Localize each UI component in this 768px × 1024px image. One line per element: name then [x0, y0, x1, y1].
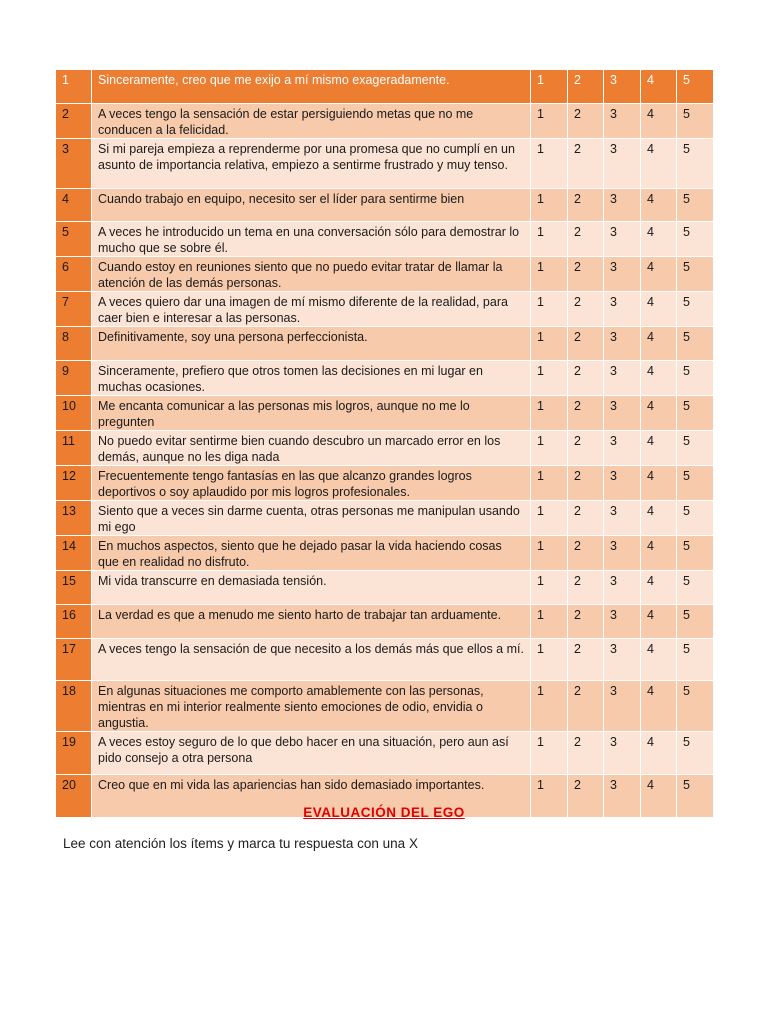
- score-option-4[interactable]: 4: [641, 536, 677, 571]
- item-statement: La verdad es que a menudo me siento harto de trabajar tan arduamente.: [92, 605, 531, 639]
- table-row: [56, 732, 714, 775]
- score-option-5[interactable]: 5: [677, 257, 714, 292]
- table-row: [56, 361, 714, 396]
- item-statement: A veces tengo la sensación de que necesito a los demás más que ellos a mí.: [92, 639, 531, 681]
- score-option-1[interactable]: 1: [531, 571, 568, 605]
- score-option-4[interactable]: 4: [641, 327, 677, 361]
- score-option-2[interactable]: 2: [568, 732, 604, 775]
- score-option-4[interactable]: 4: [641, 501, 677, 536]
- score-option-2[interactable]: 2: [568, 605, 604, 639]
- score-option-5[interactable]: 5: [677, 292, 714, 327]
- score-option-3[interactable]: 3: [604, 681, 641, 732]
- score-option-5[interactable]: 5: [677, 466, 714, 501]
- score-option-4[interactable]: 4: [641, 396, 677, 431]
- table-row: [56, 639, 714, 681]
- table-row: [56, 536, 714, 571]
- score-option-2[interactable]: 2: [568, 139, 604, 189]
- score-option-1[interactable]: 1: [531, 639, 568, 681]
- score-option-2[interactable]: 2: [568, 431, 604, 466]
- item-number: 3: [56, 139, 92, 189]
- score-option-5[interactable]: 5: [677, 70, 714, 104]
- item-number: 14: [56, 536, 92, 571]
- item-statement: Creo que en mi vida las apariencias han sido demasiado importantes.: [92, 775, 531, 818]
- score-option-3[interactable]: 3: [604, 466, 641, 501]
- score-option-2[interactable]: 2: [568, 292, 604, 327]
- score-option-1[interactable]: 1: [531, 139, 568, 189]
- score-option-2[interactable]: 2: [568, 257, 604, 292]
- score-option-4[interactable]: 4: [641, 639, 677, 681]
- item-statement: A veces estoy seguro de lo que debo hacer en una situación, pero aun así pido consejo a otra persona: [92, 732, 531, 775]
- instructions-text: Lee con atención los ítems y marca tu respuesta con una X: [63, 836, 418, 851]
- score-option-1[interactable]: 1: [531, 327, 568, 361]
- score-option-3[interactable]: 3: [604, 396, 641, 431]
- score-option-5[interactable]: 5: [677, 571, 714, 605]
- table-row: [56, 139, 714, 189]
- score-option-2[interactable]: 2: [568, 639, 604, 681]
- score-option-5[interactable]: 5: [677, 775, 714, 818]
- score-option-3[interactable]: 3: [604, 257, 641, 292]
- table-row: [56, 222, 714, 257]
- item-number: 2: [56, 104, 92, 139]
- score-option-3[interactable]: 3: [604, 605, 641, 639]
- item-number: 15: [56, 571, 92, 605]
- item-statement: No puedo evitar sentirme bien cuando descubro un marcado error en los demás, aunque no les diga nada: [92, 431, 531, 466]
- item-number: 13: [56, 501, 92, 536]
- item-number: 12: [56, 466, 92, 501]
- table-row: [56, 501, 714, 536]
- score-option-3[interactable]: 3: [604, 139, 641, 189]
- score-option-5[interactable]: 5: [677, 501, 714, 536]
- item-number: 9: [56, 361, 92, 396]
- table-row: [56, 571, 714, 605]
- score-option-2[interactable]: 2: [568, 104, 604, 139]
- score-option-5[interactable]: 5: [677, 222, 714, 257]
- score-option-3[interactable]: 3: [604, 732, 641, 775]
- table-row: [56, 257, 714, 292]
- score-option-3[interactable]: 3: [604, 292, 641, 327]
- item-number: 4: [56, 189, 92, 222]
- score-option-5[interactable]: 5: [677, 327, 714, 361]
- item-statement: Cuando estoy en reuniones siento que no puedo evitar tratar de llamar la atención de las demás personas.: [92, 257, 531, 292]
- score-option-2[interactable]: 2: [568, 396, 604, 431]
- score-option-1[interactable]: 1: [531, 189, 568, 222]
- table-row: [56, 396, 714, 431]
- score-option-1[interactable]: 1: [531, 70, 568, 104]
- score-option-3[interactable]: 3: [604, 104, 641, 139]
- score-option-2[interactable]: 2: [568, 327, 604, 361]
- score-option-3[interactable]: 3: [604, 189, 641, 222]
- score-option-5[interactable]: 5: [677, 139, 714, 189]
- item-statement: Frecuentemente tengo fantasías en las que alcanzo grandes logros deportivos o soy aplaudido por mis logros profesionales.: [92, 466, 531, 501]
- item-statement: En algunas situaciones me comporto amablemente con las personas, mientras en mi interior realmente siento emociones de odio, envidia o angustia.: [92, 681, 531, 732]
- score-option-1[interactable]: 1: [531, 431, 568, 466]
- item-number: 19: [56, 732, 92, 775]
- item-statement: En muchos aspectos, siento que he dejado pasar la vida haciendo cosas que en realidad no disfruto.: [92, 536, 531, 571]
- score-option-5[interactable]: 5: [677, 732, 714, 775]
- item-statement: Cuando trabajo en equipo, necesito ser el líder para sentirme bien: [92, 189, 531, 222]
- item-number: 11: [56, 431, 92, 466]
- score-option-1[interactable]: 1: [531, 257, 568, 292]
- score-option-5[interactable]: 5: [677, 361, 714, 396]
- score-option-5[interactable]: 5: [677, 639, 714, 681]
- score-option-3[interactable]: 3: [604, 70, 641, 104]
- item-statement: A veces tengo la sensación de estar persiguiendo metas que no me conducen a la felicidad.: [92, 104, 531, 139]
- item-number: 16: [56, 605, 92, 639]
- item-number: 1: [56, 70, 92, 104]
- score-option-5[interactable]: 5: [677, 189, 714, 222]
- score-option-1[interactable]: 1: [531, 104, 568, 139]
- score-option-5[interactable]: 5: [677, 536, 714, 571]
- table-row: [56, 189, 714, 222]
- score-option-2[interactable]: 2: [568, 70, 604, 104]
- table-row: [56, 681, 714, 732]
- score-option-1[interactable]: 1: [531, 605, 568, 639]
- score-option-2[interactable]: 2: [568, 536, 604, 571]
- score-option-1[interactable]: 1: [531, 732, 568, 775]
- score-option-3[interactable]: 3: [604, 501, 641, 536]
- score-option-3[interactable]: 3: [604, 571, 641, 605]
- score-option-5[interactable]: 5: [677, 396, 714, 431]
- item-number: 6: [56, 257, 92, 292]
- item-statement: Sinceramente, creo que me exijo a mí mismo exageradamente.: [92, 70, 531, 104]
- item-number: 18: [56, 681, 92, 732]
- score-option-2[interactable]: 2: [568, 361, 604, 396]
- table-row: [56, 292, 714, 327]
- item-statement: Mi vida transcurre en demasiada tensión.: [92, 571, 531, 605]
- score-option-3[interactable]: 3: [604, 431, 641, 466]
- ego-questionnaire-table: [55, 69, 714, 818]
- table-row: [56, 466, 714, 501]
- item-statement: Siento que a veces sin darme cuenta, otras personas me manipulan usando mi ego: [92, 501, 531, 536]
- score-option-4[interactable]: 4: [641, 732, 677, 775]
- score-option-1[interactable]: 1: [531, 775, 568, 818]
- table-row: [56, 605, 714, 639]
- score-option-4[interactable]: 4: [641, 431, 677, 466]
- score-option-4[interactable]: 4: [641, 222, 677, 257]
- score-option-5[interactable]: 5: [677, 104, 714, 139]
- score-option-5[interactable]: 5: [677, 605, 714, 639]
- item-statement: A veces he introducido un tema en una conversación sólo para demostrar lo mucho que se sobre él.: [92, 222, 531, 257]
- score-option-2[interactable]: 2: [568, 501, 604, 536]
- score-option-5[interactable]: 5: [677, 681, 714, 732]
- score-option-2[interactable]: 2: [568, 775, 604, 818]
- score-option-4[interactable]: 4: [641, 292, 677, 327]
- score-option-2[interactable]: 2: [568, 466, 604, 501]
- page-title: EVALUACIÓN DEL EGO: [303, 805, 465, 820]
- score-option-1[interactable]: 1: [531, 361, 568, 396]
- score-option-4[interactable]: 4: [641, 681, 677, 732]
- item-statement: Sinceramente, prefiero que otros tomen las decisiones en mi lugar en muchas ocasiones.: [92, 361, 531, 396]
- item-statement: Me encanta comunicar a las personas mis logros, aunque no me lo pregunten: [92, 396, 531, 431]
- score-option-1[interactable]: 1: [531, 681, 568, 732]
- item-number: 17: [56, 639, 92, 681]
- score-option-2[interactable]: 2: [568, 189, 604, 222]
- score-option-4[interactable]: 4: [641, 605, 677, 639]
- item-statement: Definitivamente, soy una persona perfeccionista.: [92, 327, 531, 361]
- score-option-1[interactable]: 1: [531, 536, 568, 571]
- score-option-3[interactable]: 3: [604, 327, 641, 361]
- score-option-1[interactable]: 1: [531, 222, 568, 257]
- table-row: [56, 70, 714, 104]
- item-number: 20: [56, 775, 92, 818]
- score-option-2[interactable]: 2: [568, 571, 604, 605]
- score-option-1[interactable]: 1: [531, 501, 568, 536]
- table-row: [56, 327, 714, 361]
- score-option-3[interactable]: 3: [604, 775, 641, 818]
- item-number: 7: [56, 292, 92, 327]
- score-option-3[interactable]: 3: [604, 536, 641, 571]
- score-option-3[interactable]: 3: [604, 222, 641, 257]
- score-option-4[interactable]: 4: [641, 257, 677, 292]
- score-option-5[interactable]: 5: [677, 431, 714, 466]
- score-option-3[interactable]: 3: [604, 639, 641, 681]
- score-option-4[interactable]: 4: [641, 361, 677, 396]
- table-row: [56, 431, 714, 466]
- score-option-4[interactable]: 4: [641, 466, 677, 501]
- score-option-4[interactable]: 4: [641, 189, 677, 222]
- score-option-4[interactable]: 4: [641, 70, 677, 104]
- item-statement: Si mi pareja empieza a reprenderme por una promesa que no cumplí en un asunto de importancia relativa, empiezo a sentirme frustrado y muy tenso.: [92, 139, 531, 189]
- item-number: 5: [56, 222, 92, 257]
- score-option-1[interactable]: 1: [531, 466, 568, 501]
- score-option-1[interactable]: 1: [531, 396, 568, 431]
- score-option-4[interactable]: 4: [641, 139, 677, 189]
- score-option-4[interactable]: 4: [641, 775, 677, 818]
- item-number: 10: [56, 396, 92, 431]
- item-number: 8: [56, 327, 92, 361]
- item-statement: A veces quiero dar una imagen de mí mismo diferente de la realidad, para caer bien e interesar a las personas.: [92, 292, 531, 327]
- score-option-4[interactable]: 4: [641, 104, 677, 139]
- score-option-2[interactable]: 2: [568, 222, 604, 257]
- score-option-1[interactable]: 1: [531, 292, 568, 327]
- score-option-2[interactable]: 2: [568, 681, 604, 732]
- score-option-4[interactable]: 4: [641, 571, 677, 605]
- table-row: [56, 104, 714, 139]
- score-option-3[interactable]: 3: [604, 361, 641, 396]
